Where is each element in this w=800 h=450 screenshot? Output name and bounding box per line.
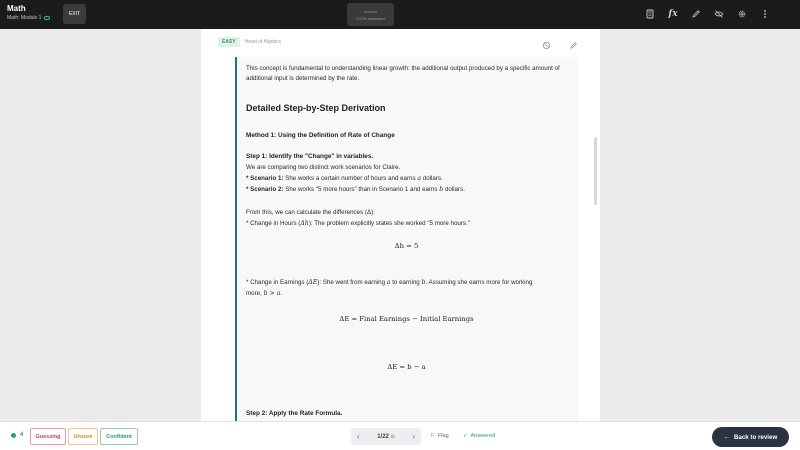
scenario1-text: She works a certain number of hours and earns: [285, 175, 416, 182]
annotate-icon[interactable]: [569, 37, 578, 55]
inequality: b > a: [263, 290, 281, 297]
streak-counter: [11, 432, 23, 438]
unsure-button[interactable]: Unsure: [68, 428, 98, 445]
chevron-left-icon[interactable]: ‹: [357, 432, 360, 441]
difficulty-badge: EASY: [218, 37, 240, 47]
var-a: a: [386, 279, 391, 286]
intro-paragraph: This concept is fundamental to understanding linear growth: the additional output produced by a specific amount of additional input is determined by the rate.: [246, 65, 560, 82]
section-heading: Detailed Step-by-Step Derivation: [246, 103, 386, 113]
exit-button[interactable]: EXIT: [63, 4, 86, 24]
scenario1-label: * Scenario 1:: [246, 175, 284, 182]
flag-button[interactable]: [430, 433, 449, 439]
earn-text: * Change in Earnings (: [246, 279, 309, 286]
hours-text: * Change in Hours (: [246, 220, 301, 227]
diff-text: From this, we can calculate the differences (: [246, 209, 367, 216]
scenario2-label: * Scenario 2:: [246, 186, 284, 193]
equation-delta-e-definition: ΔE = Final Earnings − Initial Earnings: [339, 315, 474, 323]
bottom-bar: [0, 421, 800, 450]
earn-text-b: ): She went from earning: [317, 279, 386, 286]
differences-line: [246, 209, 375, 216]
earnings-line: [246, 279, 532, 286]
scenario1-text-end: dollars.: [422, 175, 443, 182]
eliminate-icon[interactable]: [542, 37, 551, 55]
status-dot-icon: [11, 433, 16, 438]
calculator-icon[interactable]: [645, 8, 655, 20]
equation-delta-h: Δh = 5: [394, 242, 419, 250]
page-indicator[interactable]: [377, 434, 395, 440]
pencil-icon[interactable]: [691, 8, 701, 20]
delta-e: ΔE: [308, 279, 318, 286]
check-icon: ✓: [463, 433, 468, 439]
app-title: Math: [7, 4, 26, 13]
delta-h: Δh: [300, 220, 309, 227]
step1-text: We are comparing two distinct work scenarios for Claire.: [246, 164, 401, 171]
earn-period: .: [280, 290, 283, 297]
method-heading: Method 1: Using the Definition of Rate of Change: [246, 132, 395, 139]
answered-label: Answered: [470, 433, 496, 439]
question-pager: [351, 428, 421, 445]
scenario2-text-end: dollars.: [444, 186, 465, 193]
hide-icon[interactable]: [714, 8, 724, 20]
flag-label: Flag: [437, 433, 449, 439]
var-b: b: [439, 186, 444, 193]
earnings-line-2: [246, 290, 282, 297]
step1-heading: Step 1: Identify the "Change" in variables.: [246, 153, 374, 160]
progress-indicator: [347, 3, 394, 26]
question-actions: [542, 37, 578, 55]
topic-label: Heart of Algebra: [244, 39, 281, 45]
earn-text-d: . Assuming she earns more for working: [425, 279, 533, 286]
progress-title: session: [363, 9, 378, 14]
back-to-review-button[interactable]: [712, 427, 789, 447]
step2-heading: Step 2: Apply the Rate Formula.: [246, 410, 343, 417]
equation-delta-e: ΔE = b − a: [387, 363, 426, 371]
formula-icon[interactable]: fx: [668, 9, 678, 19]
earn-more-text: more,: [246, 290, 262, 297]
guessing-button[interactable]: Guessing: [30, 428, 66, 445]
toolbar: [645, 8, 770, 20]
delta-symbol: Δ: [366, 209, 372, 216]
hours-line: [246, 220, 470, 227]
scenario1-line: [246, 175, 443, 182]
cloud-saved-icon: [44, 16, 50, 20]
chevron-right-icon[interactable]: ›: [412, 432, 415, 441]
diff-text-end: ):: [371, 209, 375, 216]
earn-text-c: to earning: [392, 279, 420, 286]
grid-icon: ⊞: [390, 433, 395, 440]
hours-text-end: ): The problem explicitly states she worked "5 more hours.": [308, 220, 470, 227]
review-label: Back to review: [733, 433, 778, 441]
var-b: b: [421, 279, 426, 286]
flag-icon: ⚐: [430, 433, 435, 439]
confident-button[interactable]: Confident: [100, 428, 138, 445]
title-block: [7, 4, 50, 21]
module-label: Math: Module 1: [7, 15, 42, 21]
var-a: a: [417, 175, 422, 182]
settings-icon[interactable]: [737, 8, 747, 20]
page-number: 1/22: [377, 433, 389, 440]
arrow-left-icon: ←: [723, 433, 730, 441]
answered-status: [463, 433, 495, 439]
more-icon[interactable]: [760, 8, 770, 20]
scenario2-line: [246, 186, 465, 193]
streak-count: 4: [20, 432, 24, 438]
scrollbar-thumb[interactable]: [594, 137, 597, 205]
scenario2-text: She works "5 more hours" than in Scenario 1 and earns: [285, 186, 438, 193]
progress-text: 22/76 answered: [356, 16, 385, 21]
module-subtitle: [7, 15, 50, 21]
explanation-panel: [235, 57, 578, 421]
question-header: [218, 37, 281, 47]
top-bar: [0, 0, 800, 29]
